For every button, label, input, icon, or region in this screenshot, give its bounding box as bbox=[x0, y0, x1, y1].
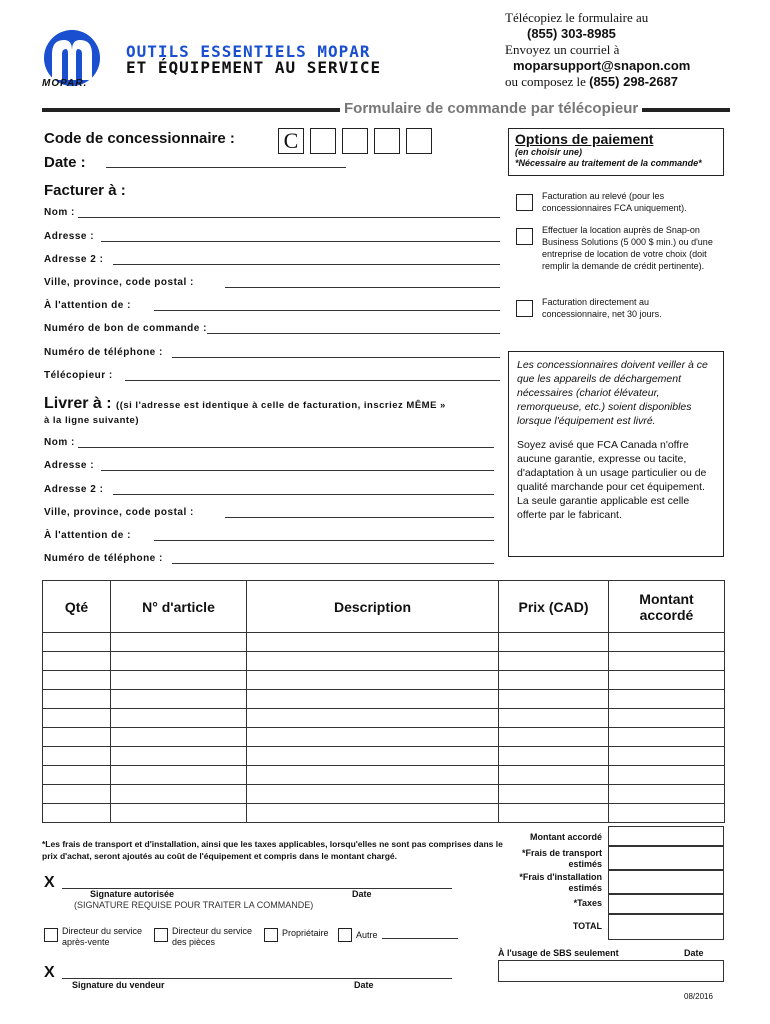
table-cell[interactable] bbox=[609, 709, 725, 728]
dealer-code-box-1[interactable]: C bbox=[278, 128, 304, 154]
payment-title: Options de paiement bbox=[515, 131, 654, 147]
table-row bbox=[43, 747, 725, 766]
table-cell[interactable] bbox=[499, 690, 609, 709]
table-cell[interactable] bbox=[499, 633, 609, 652]
table-cell[interactable] bbox=[43, 728, 111, 747]
role-other-field[interactable] bbox=[382, 938, 458, 939]
email-label: Envoyez un courriel à bbox=[505, 42, 620, 57]
bill-to-field-label: Numéro de bon de commande : bbox=[44, 323, 207, 334]
notice-unloading: Les concessionnaires doivent veiller à ce que les appareils de déchargement nécessaires (chariot élévateur, remorqueuse, etc.) soient disponibles lorsque l'équipement est livré. bbox=[517, 359, 708, 427]
payment-option-1-checkbox[interactable] bbox=[516, 194, 533, 211]
role-parts-director-checkbox[interactable] bbox=[154, 928, 168, 942]
total-label-amount: Montant accordé bbox=[529, 832, 602, 842]
ship-to-field-input[interactable] bbox=[101, 470, 494, 471]
table-row bbox=[43, 728, 725, 747]
ship-to-field-input[interactable] bbox=[113, 494, 494, 495]
payment-sub-1: (en choisir une) bbox=[515, 147, 583, 157]
sbs-use-field[interactable] bbox=[498, 960, 724, 982]
brand-line-2: ET ÉQUIPEMENT AU SERVICE bbox=[126, 58, 382, 77]
table-cell[interactable] bbox=[609, 690, 725, 709]
role-other-checkbox[interactable] bbox=[338, 928, 352, 942]
dealer-code-box-2[interactable] bbox=[310, 128, 336, 154]
col-amount: Montant accordé bbox=[609, 581, 725, 633]
dealer-code-box-5[interactable] bbox=[406, 128, 432, 154]
table-cell[interactable] bbox=[499, 747, 609, 766]
table-cell[interactable] bbox=[111, 747, 247, 766]
total-total-field[interactable] bbox=[608, 914, 724, 940]
bill-to-field-label: À l'attention de : bbox=[44, 300, 131, 311]
table-cell[interactable] bbox=[43, 709, 111, 728]
table-row bbox=[43, 709, 725, 728]
table-cell[interactable] bbox=[247, 804, 499, 823]
ship-to-field-input[interactable] bbox=[225, 517, 494, 518]
ship-to-field-label: Numéro de téléphone : bbox=[44, 553, 163, 564]
table-cell[interactable] bbox=[111, 728, 247, 747]
ship-to-field-input[interactable] bbox=[154, 540, 494, 541]
role-service-director-label: Directeur du service après-vente bbox=[62, 926, 143, 947]
ship-to-field-label: Adresse 2 : bbox=[44, 484, 104, 495]
total-label-taxes: *Taxes bbox=[573, 898, 602, 908]
table-cell[interactable] bbox=[609, 804, 725, 823]
table-cell[interactable] bbox=[111, 652, 247, 671]
total-shipping-field[interactable] bbox=[608, 846, 724, 870]
role-service-director-checkbox[interactable] bbox=[44, 928, 58, 942]
dealer-code-box-3[interactable] bbox=[342, 128, 368, 154]
vendor-x-mark: X bbox=[44, 964, 55, 981]
role-other-label: Autre bbox=[356, 930, 378, 940]
date-label: Date : bbox=[44, 154, 86, 171]
payment-options-header bbox=[508, 128, 724, 176]
payment-option-2-checkbox[interactable] bbox=[516, 228, 533, 245]
bill-to-heading: Facturer à : bbox=[44, 182, 126, 199]
table-cell[interactable] bbox=[609, 747, 725, 766]
table-row bbox=[43, 633, 725, 652]
table-cell[interactable] bbox=[499, 728, 609, 747]
table-cell[interactable] bbox=[247, 652, 499, 671]
bill-to-field-label: Numéro de téléphone : bbox=[44, 347, 163, 358]
bill-to-field-label: Nom : bbox=[44, 207, 75, 218]
col-part-number: N° d'article bbox=[111, 581, 247, 633]
total-taxes-field[interactable] bbox=[608, 894, 724, 914]
table-cell[interactable] bbox=[111, 709, 247, 728]
dealer-code-label: Code de concessionnaire : bbox=[44, 130, 235, 147]
total-label-total: TOTAL bbox=[572, 921, 602, 931]
notice-warranty: Soyez avisé que FCA Canada n'offre aucune garantie, expresse ou tacite, d'adaptation à un usage particulier ou de qualité marchande pour cet équipement. La seule garantie applicable est celle offerte par le fabricant. bbox=[517, 439, 707, 521]
payment-option-3-label: Facturation directement au concessionnaire, net 30 jours. bbox=[542, 297, 662, 319]
table-cell[interactable] bbox=[609, 671, 725, 690]
contact-block bbox=[505, 10, 690, 90]
ship-to-field-label: Ville, province, code postal : bbox=[44, 507, 194, 518]
table-cell[interactable] bbox=[609, 633, 725, 652]
table-cell[interactable] bbox=[499, 709, 609, 728]
table-cell[interactable] bbox=[609, 652, 725, 671]
table-cell[interactable] bbox=[43, 766, 111, 785]
table-cell[interactable] bbox=[111, 804, 247, 823]
table-cell[interactable] bbox=[43, 747, 111, 766]
table-cell[interactable] bbox=[247, 633, 499, 652]
bill-to-field-label: Adresse 2 : bbox=[44, 254, 104, 265]
role-owner-checkbox[interactable] bbox=[264, 928, 278, 942]
table-cell[interactable] bbox=[111, 690, 247, 709]
bill-to-field-input[interactable] bbox=[113, 264, 500, 265]
dealer-code-box-4[interactable] bbox=[374, 128, 400, 154]
table-row bbox=[43, 766, 725, 785]
ship-to-field-label: À l'attention de : bbox=[44, 530, 131, 541]
ship-to-field-input[interactable] bbox=[172, 563, 494, 564]
table-cell[interactable] bbox=[43, 785, 111, 804]
payment-option-1-label: Facturation au relevé (pour les concessionnaires FCA uniquement). bbox=[542, 191, 687, 213]
email-address[interactable]: moparsupport@snapon.com bbox=[513, 58, 691, 73]
ship-to-note: ((si l'adresse est identique à celle de facturation, inscriez MÊME » bbox=[116, 400, 446, 411]
table-row bbox=[43, 804, 725, 823]
total-label-installation: *Frais d'installation estimés bbox=[519, 872, 602, 893]
table-cell[interactable] bbox=[43, 804, 111, 823]
total-label-shipping: *Frais de transport estimés bbox=[521, 848, 602, 869]
table-cell[interactable] bbox=[499, 652, 609, 671]
date-field[interactable] bbox=[106, 167, 346, 168]
ship-to-field-input[interactable] bbox=[78, 447, 495, 448]
payment-sub-2: *Nécessaire au traitement de la commande* bbox=[515, 158, 702, 168]
bill-to-field-input[interactable] bbox=[125, 380, 500, 381]
bill-to-field-input[interactable] bbox=[101, 241, 500, 242]
table-cell[interactable] bbox=[43, 671, 111, 690]
bill-to-field-label: Ville, province, code postal : bbox=[44, 277, 194, 288]
table-cell[interactable] bbox=[609, 766, 725, 785]
payment-option-2-label: Effectuer la location auprès de Snap-on Business Solutions (5 000 $ min.) ou d'une entreprise de location de votre choix (doit remplir la demande de crédit pertinente). bbox=[542, 225, 713, 271]
table-cell[interactable] bbox=[247, 766, 499, 785]
sbs-date-label: Date bbox=[684, 948, 704, 958]
phone-number: (855) 298-2687 bbox=[589, 74, 679, 89]
table-cell[interactable] bbox=[43, 690, 111, 709]
bill-to-field-input[interactable] bbox=[172, 357, 500, 358]
ship-to-field-label: Nom : bbox=[44, 437, 75, 448]
revision-date: 08/2016 bbox=[684, 992, 713, 1001]
table-cell[interactable] bbox=[247, 671, 499, 690]
notice-box bbox=[508, 351, 724, 557]
vendor-signature-label: Signature du vendeur bbox=[72, 980, 165, 990]
table-cell[interactable] bbox=[111, 671, 247, 690]
signature-x-mark: X bbox=[44, 874, 55, 891]
logo-text: MOPAR. bbox=[42, 78, 88, 89]
table-cell[interactable] bbox=[499, 766, 609, 785]
vendor-date-label: Date bbox=[354, 980, 374, 990]
bill-to-field-input[interactable] bbox=[225, 287, 500, 288]
phone-label: ou composez le bbox=[505, 74, 586, 89]
authorized-signature-label: Signature autorisée bbox=[90, 889, 175, 899]
signature-required-note: (SIGNATURE REQUISE POUR TRAITER LA COMMANDE) bbox=[74, 900, 314, 910]
ship-to-heading: Livrer à : bbox=[44, 395, 112, 412]
footnote: *Les frais de transport et d'installation, ainsi que les taxes applicables, lorsqu'elles ne sont pas comprises dans le prix d'achat, seront ajoutés au coût de l'équipement et compris dans le montant chargé. bbox=[42, 839, 503, 861]
table-cell[interactable] bbox=[247, 747, 499, 766]
table-cell[interactable] bbox=[499, 671, 609, 690]
col-description: Description bbox=[247, 581, 499, 633]
authorized-date-label: Date bbox=[352, 889, 372, 899]
table-cell[interactable] bbox=[499, 804, 609, 823]
table-cell[interactable] bbox=[247, 785, 499, 804]
bill-to-field-label: Télécopieur : bbox=[44, 370, 113, 381]
table-cell[interactable] bbox=[43, 652, 111, 671]
bill-to-field-input[interactable] bbox=[154, 310, 500, 311]
table-cell[interactable] bbox=[111, 766, 247, 785]
table-cell[interactable] bbox=[609, 785, 725, 804]
form-title: Formulaire de commande par télécopieur bbox=[340, 100, 642, 117]
role-owner-label: Propriétaire bbox=[282, 928, 329, 938]
col-price: Prix (CAD) bbox=[499, 581, 609, 633]
table-cell[interactable] bbox=[43, 633, 111, 652]
ship-to-heading-block bbox=[44, 395, 499, 413]
sbs-use-label: À l'usage de SBS seulement bbox=[498, 948, 619, 958]
table-cell[interactable] bbox=[499, 785, 609, 804]
ship-to-note-2: à la ligne suivante) bbox=[44, 415, 139, 426]
table-row bbox=[43, 690, 725, 709]
table-cell[interactable] bbox=[609, 728, 725, 747]
ship-to-field-label: Adresse : bbox=[44, 460, 95, 471]
table-row bbox=[43, 671, 725, 690]
table-row bbox=[43, 652, 725, 671]
fax-number: (855) 303-8985 bbox=[527, 26, 616, 41]
total-amount-field[interactable] bbox=[608, 826, 724, 846]
order-table bbox=[42, 580, 725, 823]
col-qty: Qté bbox=[43, 581, 111, 633]
table-cell[interactable] bbox=[247, 709, 499, 728]
bill-to-field-input[interactable] bbox=[78, 217, 501, 218]
bill-to-field-input[interactable] bbox=[207, 333, 500, 334]
table-cell[interactable] bbox=[247, 728, 499, 747]
total-installation-field[interactable] bbox=[608, 870, 724, 894]
role-parts-director-label: Directeur du service des pièces bbox=[172, 926, 253, 947]
fax-label: Télécopiez le formulaire au bbox=[505, 10, 649, 25]
table-cell[interactable] bbox=[111, 633, 247, 652]
table-row bbox=[43, 785, 725, 804]
brand-line-1: OUTILS ESSENTIELS MOPAR bbox=[126, 42, 371, 61]
payment-option-3-checkbox[interactable] bbox=[516, 300, 533, 317]
table-cell[interactable] bbox=[247, 690, 499, 709]
table-cell[interactable] bbox=[111, 785, 247, 804]
bill-to-field-label: Adresse : bbox=[44, 231, 95, 242]
vendor-signature-line[interactable] bbox=[62, 978, 452, 979]
